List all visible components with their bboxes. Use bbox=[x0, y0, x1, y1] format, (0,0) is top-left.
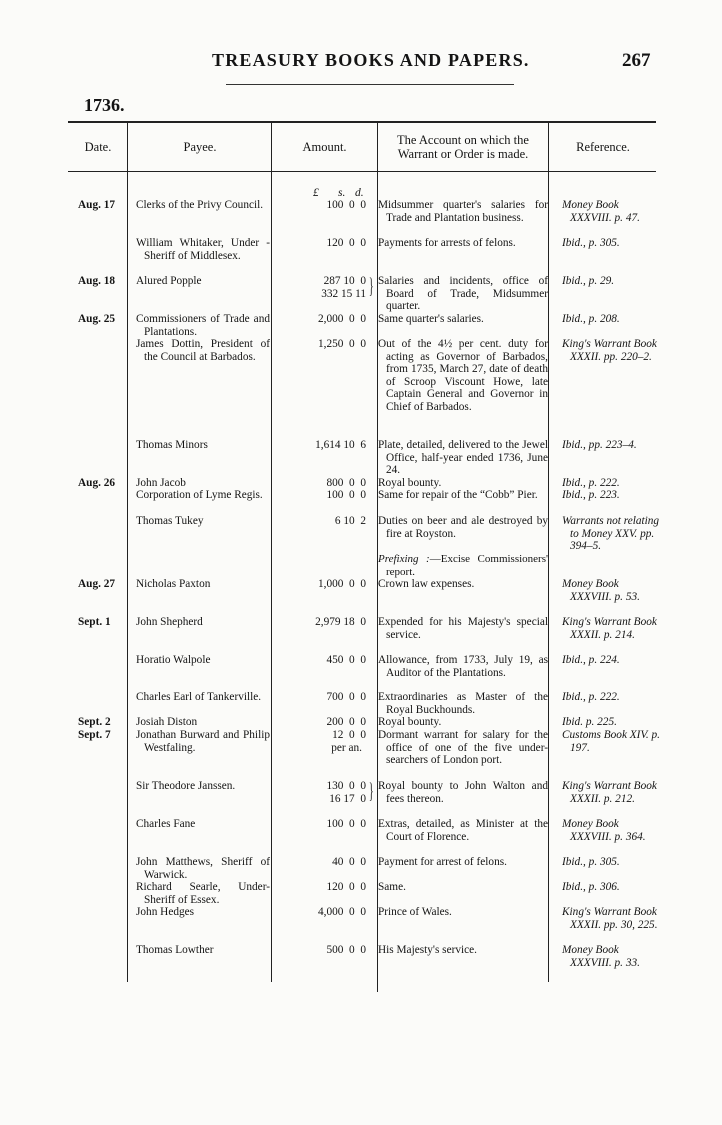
year-heading: 1736. bbox=[84, 95, 125, 115]
entry-amount: 1,000 0 0 bbox=[317, 578, 366, 590]
entry-amount: 200 0 0 bbox=[326, 716, 366, 728]
column-header-payee: Payee. bbox=[183, 140, 217, 154]
entry-account: Prince of Wales. bbox=[378, 906, 452, 918]
entry-account: Plate, detailed, delivered to the Jewel Office, half-year ended 1736, June 24. bbox=[378, 439, 548, 476]
entry-amount: 40 0 0 bbox=[332, 856, 366, 868]
entry-amount: 16 17 0 bbox=[329, 793, 366, 805]
entry-account: Payments for arrests of felons. bbox=[378, 237, 516, 249]
entry-account: Payment for arrest of felons. bbox=[378, 856, 507, 868]
entry-account: Same. bbox=[378, 881, 406, 893]
column-divider bbox=[127, 122, 128, 982]
running-title: TREASURY BOOKS AND PAPERS. bbox=[212, 50, 530, 70]
page-number: 267 bbox=[622, 50, 651, 71]
pounds-symbol: £ bbox=[313, 187, 319, 199]
entry-payee: Sir Theodore Janssen. bbox=[136, 780, 236, 792]
entry-amount: 500 0 0 bbox=[326, 944, 366, 956]
entry-amount: 100 0 0 bbox=[326, 199, 366, 211]
note-text: —Excise Commissioners' report. bbox=[386, 553, 548, 578]
entry-reference: Ibid., p. 305. bbox=[562, 856, 620, 868]
entry-payee: Corporation of Lyme Regis. bbox=[136, 489, 263, 501]
entry-payee: Charles Earl of Tankerville. bbox=[136, 691, 262, 703]
entry-date: Sept. 2 bbox=[78, 716, 111, 728]
entry-reference: Money Book XXXVIII. p. 364. bbox=[562, 818, 646, 843]
entry-account: Royal bounty. bbox=[378, 477, 442, 489]
column-header-account: The Account on which the Warrant or Order is made. bbox=[397, 133, 529, 161]
entry-payee: Commissioners of Trade and Plantations. bbox=[136, 313, 270, 338]
entry-reference: Ibid., p. 222. bbox=[562, 691, 620, 703]
entry-account: Allowance, from 1733, July 19, as Auditor of the Plantations. bbox=[378, 654, 548, 679]
entry-reference: Ibid., p. 29. bbox=[562, 275, 615, 287]
entry-payee: Josiah Diston bbox=[136, 716, 198, 728]
entry-amount: 1,614 10 6 bbox=[315, 439, 366, 451]
entry-date: Aug. 17 bbox=[78, 199, 116, 211]
entry-amount: 100 0 0 bbox=[326, 818, 366, 830]
entry-account: Royal bounty. bbox=[378, 716, 442, 728]
entry-payee: Nicholas Paxton bbox=[136, 578, 211, 590]
entry-payee: John Jacob bbox=[136, 477, 186, 489]
entry-reference: King's Warrant Book XXXII. pp. 220–2. bbox=[562, 338, 657, 363]
entry-payee: Thomas Tukey bbox=[136, 515, 204, 527]
entry-amount: 120 0 0 bbox=[326, 237, 366, 249]
entry-amount: 287 10 0 bbox=[323, 275, 366, 287]
entry-amount: 700 0 0 bbox=[326, 691, 366, 703]
entry-payee: Charles Fane bbox=[136, 818, 196, 830]
entry-amount: 4,000 0 0 bbox=[317, 906, 366, 918]
amount-brace: } bbox=[368, 273, 374, 298]
entry-reference: Ibid., p. 305. bbox=[562, 237, 620, 249]
entry-date: Sept. 1 bbox=[78, 616, 111, 628]
entry-account-note bbox=[378, 553, 548, 578]
entry-account: Expended for his Majesty's special service. bbox=[378, 616, 548, 641]
column-divider bbox=[271, 122, 272, 982]
entry-amount: 2,979 18 0 bbox=[315, 616, 366, 628]
entry-reference: Ibid., p. 224. bbox=[562, 654, 620, 666]
entry-payee: Jonathan Burward and Philip Westfaling. bbox=[136, 729, 270, 754]
column-header-amount: Amount. bbox=[302, 140, 347, 154]
entry-reference: Ibid., p. 222. bbox=[562, 477, 620, 489]
entry-account: Out of the 4½ per cent. duty for acting as Governor of Barbados, from 1735, March 27, date of death of Scroop Viscount Howe, late Captain General and Governor in Chief of Barbados. bbox=[378, 338, 548, 413]
entry-amount: 6 10 2 bbox=[334, 515, 366, 527]
entry-account: Salaries and incidents, office of Board of Trade, Midsummer quarter. bbox=[378, 275, 548, 312]
entry-amount: 1,250 0 0 bbox=[317, 338, 366, 350]
entry-payee: Thomas Lowther bbox=[136, 944, 214, 956]
entry-payee: Horatio Walpole bbox=[136, 654, 211, 666]
entry-reference: Money Book XXXVIII. p. 47. bbox=[562, 199, 640, 224]
entry-account: Extraordinaries as Master of the Royal Buckhounds. bbox=[378, 691, 548, 716]
entry-payee: John Matthews, Sheriff of Warwick. bbox=[136, 856, 270, 881]
entry-date: Sept. 7 bbox=[78, 729, 111, 741]
entry-account: Same for repair of the “Cobb” Pier. bbox=[378, 489, 538, 501]
pence-symbol: d. bbox=[355, 187, 364, 199]
entry-payee: Clerks of the Privy Council. bbox=[136, 199, 264, 211]
entry-amount: 120 0 0 bbox=[326, 881, 366, 893]
entry-reference: Ibid., p. 306. bbox=[562, 881, 620, 893]
entry-date: Aug. 27 bbox=[78, 578, 116, 590]
entry-amount: 100 0 0 bbox=[326, 489, 366, 501]
entry-account: His Majesty's service. bbox=[378, 944, 477, 956]
entry-amount: 12 0 0 bbox=[332, 729, 366, 741]
entry-payee: William Whitaker, Under - Sheriff of Middlesex. bbox=[136, 237, 270, 262]
entry-reference: Ibid., pp. 223–4. bbox=[562, 439, 637, 451]
entry-payee: John Shepherd bbox=[136, 616, 203, 628]
note-prefix: Prefixing : bbox=[378, 553, 430, 565]
shillings-symbol: s. bbox=[338, 187, 346, 199]
entry-amount: 130 0 0 bbox=[326, 780, 366, 792]
header-bottom-rule bbox=[68, 171, 656, 172]
column-header-reference: Reference. bbox=[576, 140, 630, 154]
entry-reference: Money Book XXXVIII. p. 33. bbox=[562, 944, 640, 969]
title-rule bbox=[226, 84, 514, 85]
entry-account: Extras, detailed, as Minister at the Court of Florence. bbox=[378, 818, 548, 843]
entry-reference: Ibid. p. 225. bbox=[562, 716, 617, 728]
column-header-date: Date. bbox=[84, 140, 112, 154]
entry-account: Crown law expenses. bbox=[378, 578, 475, 590]
entry-payee: Thomas Minors bbox=[136, 439, 208, 451]
table-top-rule bbox=[68, 121, 656, 123]
entry-reference: Money Book XXXVIII. p. 53. bbox=[562, 578, 640, 603]
entry-payee: John Hedges bbox=[136, 906, 195, 918]
amount-brace: } bbox=[368, 778, 374, 803]
entry-reference: Warrants not relating to Money XXV. pp. 394–5. bbox=[562, 515, 660, 552]
entry-reference: King's Warrant Book XXXII. pp. 30, 225. bbox=[562, 906, 658, 931]
entry-account: Royal bounty to John Walton and fees thereon. bbox=[378, 780, 548, 805]
column-divider bbox=[548, 122, 549, 982]
entry-reference: Ibid., p. 208. bbox=[562, 313, 620, 325]
entry-account: Duties on beer and ale destroyed by fire at Royston. bbox=[378, 515, 548, 540]
entry-amount: 2,000 0 0 bbox=[317, 313, 366, 325]
entry-amount: 800 0 0 bbox=[326, 477, 366, 489]
entry-reference: King's Warrant Book XXXII. p. 212. bbox=[562, 780, 657, 805]
entry-reference: King's Warrant Book XXXII. p. 214. bbox=[562, 616, 657, 641]
entry-account: Dormant warrant for salary for the office of one of the five under-searchers of London port. bbox=[378, 729, 548, 766]
entry-date: Aug. 25 bbox=[78, 313, 116, 325]
entry-amount-period: per an. bbox=[331, 742, 362, 754]
entry-date: Aug. 26 bbox=[78, 477, 116, 489]
entry-reference: Customs Book XIV. p. 197. bbox=[562, 729, 661, 754]
running-head bbox=[0, 50, 722, 76]
entry-date: Aug. 18 bbox=[78, 275, 116, 287]
entry-amount: 450 0 0 bbox=[326, 654, 366, 666]
entry-account: Midsummer quarter's salaries for Trade and Plantation business. bbox=[378, 199, 548, 224]
entry-payee: Alured Popple bbox=[136, 275, 202, 287]
entry-reference: Ibid., p. 223. bbox=[562, 489, 620, 501]
entry-amount: 332 15 11 bbox=[321, 288, 366, 300]
entry-account: Same quarter's salaries. bbox=[378, 313, 484, 325]
entry-payee: Richard Searle, Under-Sheriff of Essex. bbox=[136, 881, 270, 906]
entry-payee: James Dottin, President of the Council at Barbados. bbox=[136, 338, 270, 363]
